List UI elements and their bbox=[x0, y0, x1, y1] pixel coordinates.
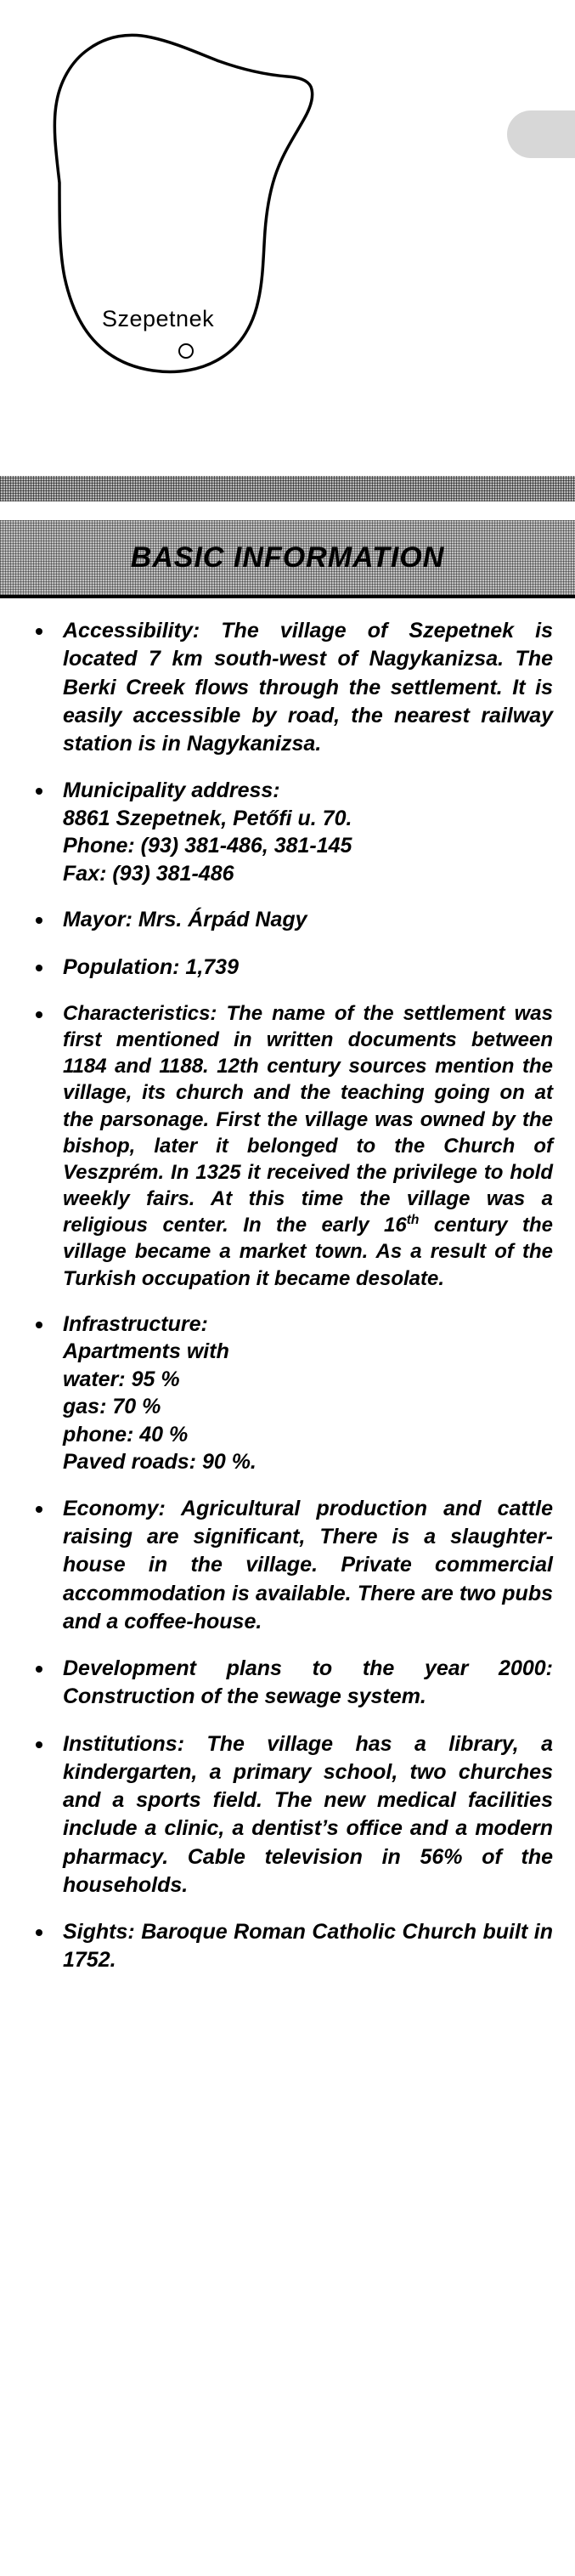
characteristics-text-part2: century the village became a market town. As a result of the Turkish occupation it became desolate. bbox=[63, 1214, 554, 1290]
municipality-phone: Phone: (93) 381-486, 381-145 bbox=[63, 834, 352, 858]
municipality-address-street: 8861 Szepetnek, Petőfi u. 70. bbox=[63, 806, 352, 830]
list-item-economy bbox=[22, 1495, 553, 1636]
map-settlement-label: Szepetnek bbox=[102, 306, 215, 331]
infrastructure-apartments: Apartments with bbox=[63, 1339, 229, 1364]
municipality-address-label: Municipality address: bbox=[63, 778, 280, 803]
list-item-municipality-address bbox=[22, 777, 553, 887]
section-header bbox=[0, 520, 575, 595]
section-header-title: BASIC INFORMATION bbox=[130, 541, 445, 574]
sights-text: Sights: Baroque Roman Catholic Church built in 1752. bbox=[63, 1920, 553, 1973]
characteristics-text bbox=[63, 1000, 553, 1292]
infrastructure-paved-roads: Paved roads: 90 %. bbox=[63, 1450, 256, 1475]
list-item-characteristics bbox=[22, 1000, 553, 1292]
list-item-population bbox=[22, 954, 553, 982]
list-item-mayor bbox=[22, 906, 553, 934]
list-item-accessibility bbox=[22, 617, 553, 758]
infrastructure-gas: gas: 70 % bbox=[63, 1395, 161, 1419]
page-side-tab bbox=[507, 110, 575, 158]
municipality-fax: Fax: (93) 381-486 bbox=[63, 861, 234, 886]
development-plans-text: Development plans to the year 2000: Construction of the sewage system. bbox=[63, 1656, 553, 1709]
facts-content bbox=[0, 598, 575, 2002]
spacer bbox=[0, 501, 575, 520]
section-separator-band bbox=[0, 476, 575, 501]
map-settlement-dot-icon bbox=[178, 343, 194, 359]
list-item-institutions bbox=[22, 1730, 553, 1900]
list-item-sights bbox=[22, 1918, 553, 1975]
characteristics-text-part1: Characteristics: The name of the settlement was first mentioned in written documents between 1184 and 1188. 12th century sources mention the village, its church and the teaching going on at the parsonage. First the village was owned by the bishop, later it belonged to the Church of Veszprém. In 1325 it received the privilege to hold weekly fairs. At this time the village was a religious center. In the early 16 bbox=[63, 1001, 553, 1237]
mayor-text: Mayor: Mrs. Árpád Nagy bbox=[63, 908, 307, 932]
characteristics-ordinal-suffix: th bbox=[406, 1213, 420, 1228]
village-boundary-outline bbox=[0, 0, 575, 476]
map-region bbox=[0, 0, 575, 476]
list-item-development-plans bbox=[22, 1655, 553, 1712]
institutions-text: Institutions: The village has a library, a kindergarten, a primary school, two churches and a sports field. The new medical facilities include a clinic, a dentist’s office and a modern pharmacy. Cable television in 56% of the households. bbox=[63, 1731, 553, 1897]
accessibility-text: Accessibility: The village of Szepetnek is located 7 km south-west of Nagykanizsa. The Berki Creek flows through the settlement. It is easily accessible by road, the nearest railway station is in Nagykanizsa. bbox=[63, 619, 553, 756]
infrastructure-label: Infrastructure: bbox=[63, 1311, 208, 1336]
list-item-infrastructure bbox=[22, 1311, 553, 1476]
population-text: Population: 1,739 bbox=[63, 954, 239, 979]
infrastructure-phone: phone: 40 % bbox=[63, 1422, 189, 1447]
facts-list bbox=[22, 617, 553, 1975]
infrastructure-water: water: 95 % bbox=[63, 1367, 180, 1391]
economy-text: Economy: Agricultural production and cattle raising are significant, There is a slaughter-house in the village. Private commercial accommodation is available. There are two pubs and a coffee-house. bbox=[63, 1496, 553, 1633]
